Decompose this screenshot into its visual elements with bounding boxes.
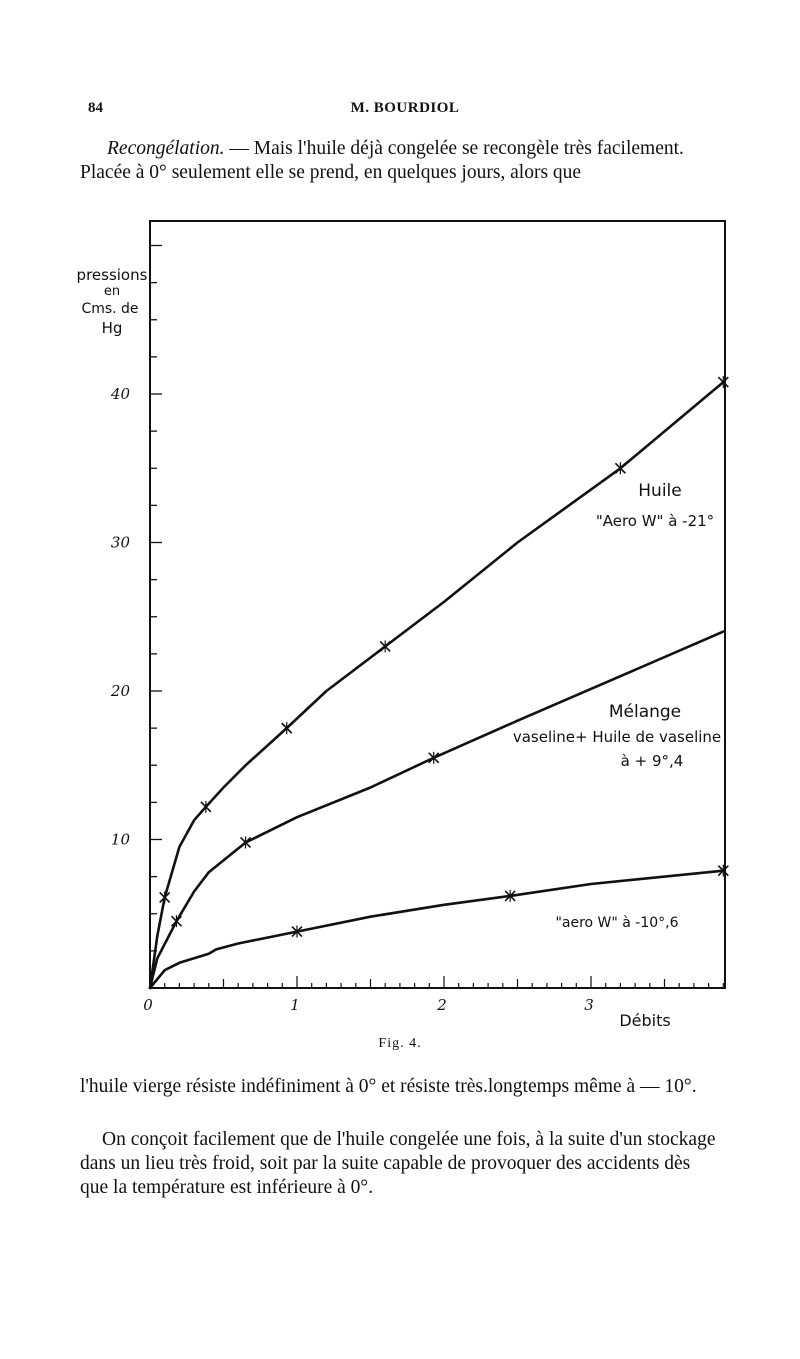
paragraph-top	[80, 137, 720, 185]
series-label: Mélange	[608, 702, 682, 722]
paragraph-top-text: — Mais l'huile déjà congelée se recongèle très facilement. Placée à 0° seulement elle se prend, en quelques jours, alors que	[80, 138, 684, 183]
y-axis-title-line: pressions	[76, 266, 148, 284]
section-lead: Recongélation.	[107, 138, 225, 159]
y-axis-title-line: en	[103, 284, 121, 299]
paragraph-bottom-2: On conçoit facilement que de l'huile congelée une fois, à la suite d'un stockage dans un lieu très froid, soit par la suite capable de provoquer des accidents dès que la température est inférieure à 0°.	[80, 1129, 716, 1198]
y-tick-label: 20	[110, 682, 130, 700]
series-label: à + 9°,4	[620, 752, 684, 770]
y-axis-title-line: Hg	[101, 319, 123, 337]
series-label: "Aero W" à -21°	[595, 512, 715, 530]
chart	[0, 205, 800, 1035]
figure-caption: Fig. 4.	[378, 1036, 422, 1051]
plot-frame	[150, 221, 725, 988]
series-label: vaseline+ Huile de vaseline	[512, 728, 722, 746]
y-tick-label: 30	[110, 533, 130, 552]
y-tick-label: 10	[110, 830, 130, 849]
series-line	[150, 632, 723, 988]
page-number: 84	[88, 100, 103, 116]
series-label: "aero W" à -10°,6	[555, 915, 679, 931]
series-line	[150, 382, 723, 988]
x-tick-label: 1	[290, 996, 300, 1014]
paragraph-bottom-1: l'huile vierge résiste indéfiniment à 0° et résiste très.longtemps même à — 10°.	[80, 1076, 697, 1097]
x-tick-label: 2	[437, 996, 447, 1014]
y-tick-label: 40	[110, 385, 130, 403]
figure-4	[0, 205, 800, 1035]
x-axis-title: Débits	[619, 1011, 671, 1030]
series-label: Huile	[638, 481, 682, 501]
author-name: M. BOURDIOL	[350, 100, 460, 116]
x-tick-label: 3	[584, 996, 594, 1014]
running-head	[80, 100, 730, 124]
x-tick-label: 0	[143, 996, 153, 1014]
y-axis-title-line: Cms. de	[81, 301, 139, 317]
